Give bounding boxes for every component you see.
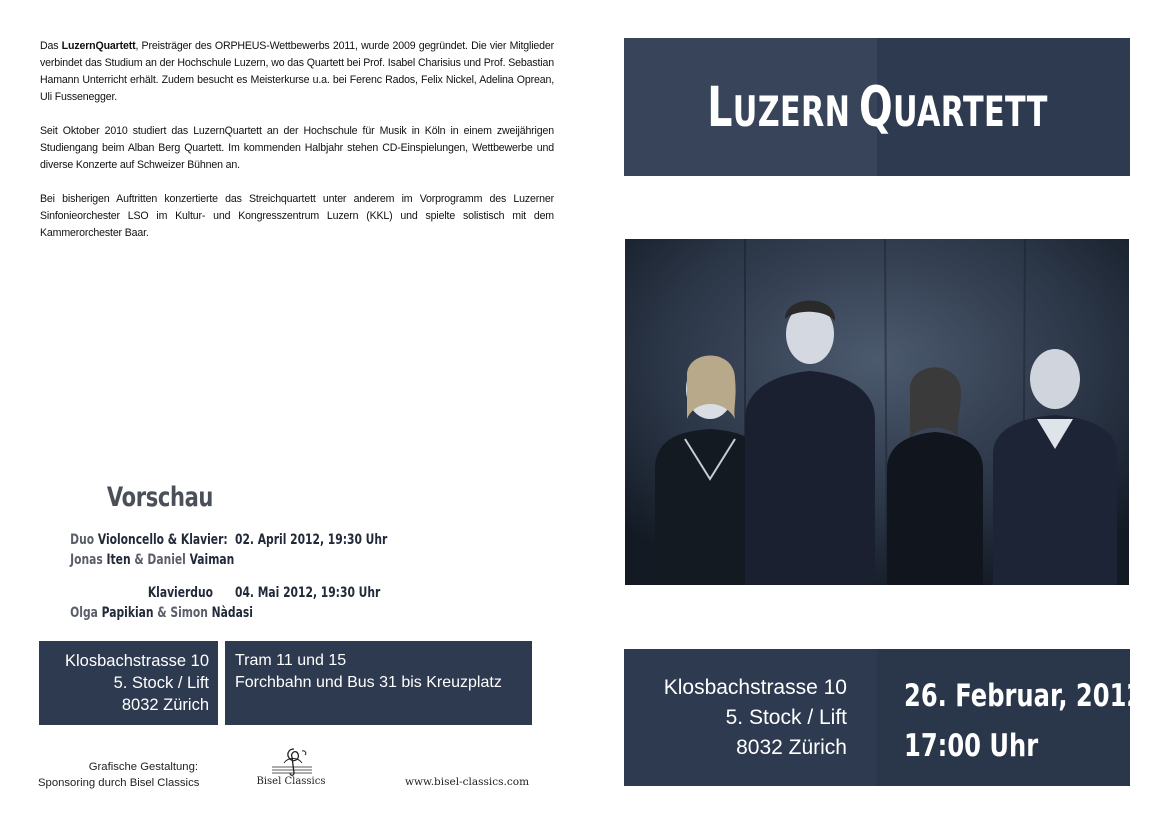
preview-event-2-performers	[70, 583, 253, 623]
title-word-quartett	[859, 75, 1048, 139]
venue-city: 8032 Zürich	[121, 696, 209, 714]
event-2-ensemble	[70, 583, 213, 603]
credit-sponsoring: Sponsoring durch Bisel Classics	[38, 777, 200, 789]
transport-tram: Tram 11 und 15	[235, 652, 347, 669]
transport-bus: Forchbahn und Bus 31 bis Kreuzplatz	[235, 674, 502, 691]
venue-address-right	[664, 673, 847, 763]
venue-floor: 5. Stock / Lift	[113, 674, 209, 692]
event-1-last-name-2: Vaiman	[189, 552, 235, 568]
venue-city-right: 8032 Zürich	[736, 736, 847, 759]
preview-event-1-date: 02. April 2012, 19:30 Uhr	[235, 532, 388, 548]
bio-p1-post: , Preisträger des ORPHEUS-Wettbewerbs 2011, wurde 2009 gegründet. Die vier Mitglieder verbindet das Studium an der Hochschule Luzern, wo das Quartett bei Prof. Isabel Charisius und Prof. Sebastian Hamann Unterricht erhält. Zudem besucht es Meisterkurse u.a. bei Ferenc Rados, Felix Nickel, Adelina Oprean, Uli Fussenegger.	[40, 40, 554, 103]
event-1-ensemble-prefix: Duo	[70, 532, 98, 548]
event-2-first-name-1: Olga	[70, 605, 102, 621]
bio-paragraph-2: Seit Oktober 2010 studiert das LuzernQuartett an der Hochschule für Musik in Köln in einem zweijährigen Studiengang beim Alban Berg Quartett. Im kommenden Halbjahr stehen CD-Einspielungen, Wettbewerbe und diverse Konzerte auf Schweizer Bühnen an.	[40, 125, 554, 171]
event-2-last-name-1: Papikian	[101, 605, 154, 621]
title-word-1-rest: UZERN	[732, 87, 850, 136]
bio-quartet-name: LuzernQuartett	[61, 40, 136, 52]
venue-address-left	[65, 650, 209, 716]
venue-address-box-right	[624, 649, 877, 786]
concert-time: 17:00 Uhr	[904, 728, 1039, 764]
event-1-first-name-2: Daniel	[147, 552, 190, 568]
event-1-last-name-1: Iten	[106, 552, 131, 568]
bio-p1-pre: Das	[40, 40, 62, 52]
preview-event-2-date: 04. Mai 2012, 19:30 Uhr	[235, 585, 381, 601]
concert-datetime	[904, 671, 1143, 771]
event-2-ampersand: &	[153, 605, 171, 621]
transport-info	[235, 650, 502, 694]
concert-date: 26. Februar, 2012	[904, 678, 1144, 714]
transport-box	[225, 641, 532, 725]
title-banner	[624, 38, 1130, 176]
title-word-2-rest: UARTETT	[892, 87, 1048, 136]
website-link[interactable]: www.bisel-classics.com	[405, 776, 530, 788]
treble-clef-icon	[250, 745, 332, 777]
title-text	[624, 38, 1130, 176]
quartet-photo-image	[625, 239, 1129, 585]
bio-text	[40, 38, 554, 259]
event-1-names	[70, 550, 235, 570]
event-1-ampersand: &	[130, 552, 148, 568]
venue-floor-right: 5. Stock / Lift	[725, 706, 847, 729]
preview-event-1-performers	[70, 530, 235, 570]
bio-paragraph-1	[40, 38, 554, 106]
bio-paragraph-3: Bei bisherigen Auftritten konzertierte das Streichquartett unter anderem im Vorprogramm des Luzerner Sinfonieorchester LSO im Kultur- und Kongresszentrum Luzern (KKL) und spielte solistisch mit dem Kammerorchester Baar.	[40, 193, 554, 239]
quartet-photo	[625, 239, 1129, 585]
event-2-last-name-2: Nàdasi	[211, 605, 253, 621]
venue-street: Klosbachstrasse 10	[65, 652, 209, 670]
event-1-ensemble	[70, 530, 228, 550]
credits	[38, 759, 198, 791]
concert-datetime-box	[877, 649, 1144, 786]
logo-text: Bisel Classics	[256, 776, 326, 787]
venue-street-right: Klosbachstrasse 10	[663, 676, 847, 699]
title-word-luzern	[707, 75, 850, 139]
title-word-2-initial: Q	[858, 75, 893, 139]
event-2-ensemble-name: Klavierduo	[147, 585, 213, 601]
credit-design: Grafische Gestaltung:	[88, 761, 198, 773]
event-2-names	[70, 603, 253, 623]
event-1-first-name-1: Jonas	[70, 552, 107, 568]
bisel-classics-logo	[250, 745, 340, 790]
title-word-1-initial: L	[706, 75, 733, 139]
event-1-ensemble-name: Violoncello & Klavier:	[97, 532, 228, 548]
venue-address-box-left	[39, 641, 218, 725]
event-2-first-name-2: Simon	[170, 605, 212, 621]
preview-title: Vorschau	[106, 482, 213, 513]
